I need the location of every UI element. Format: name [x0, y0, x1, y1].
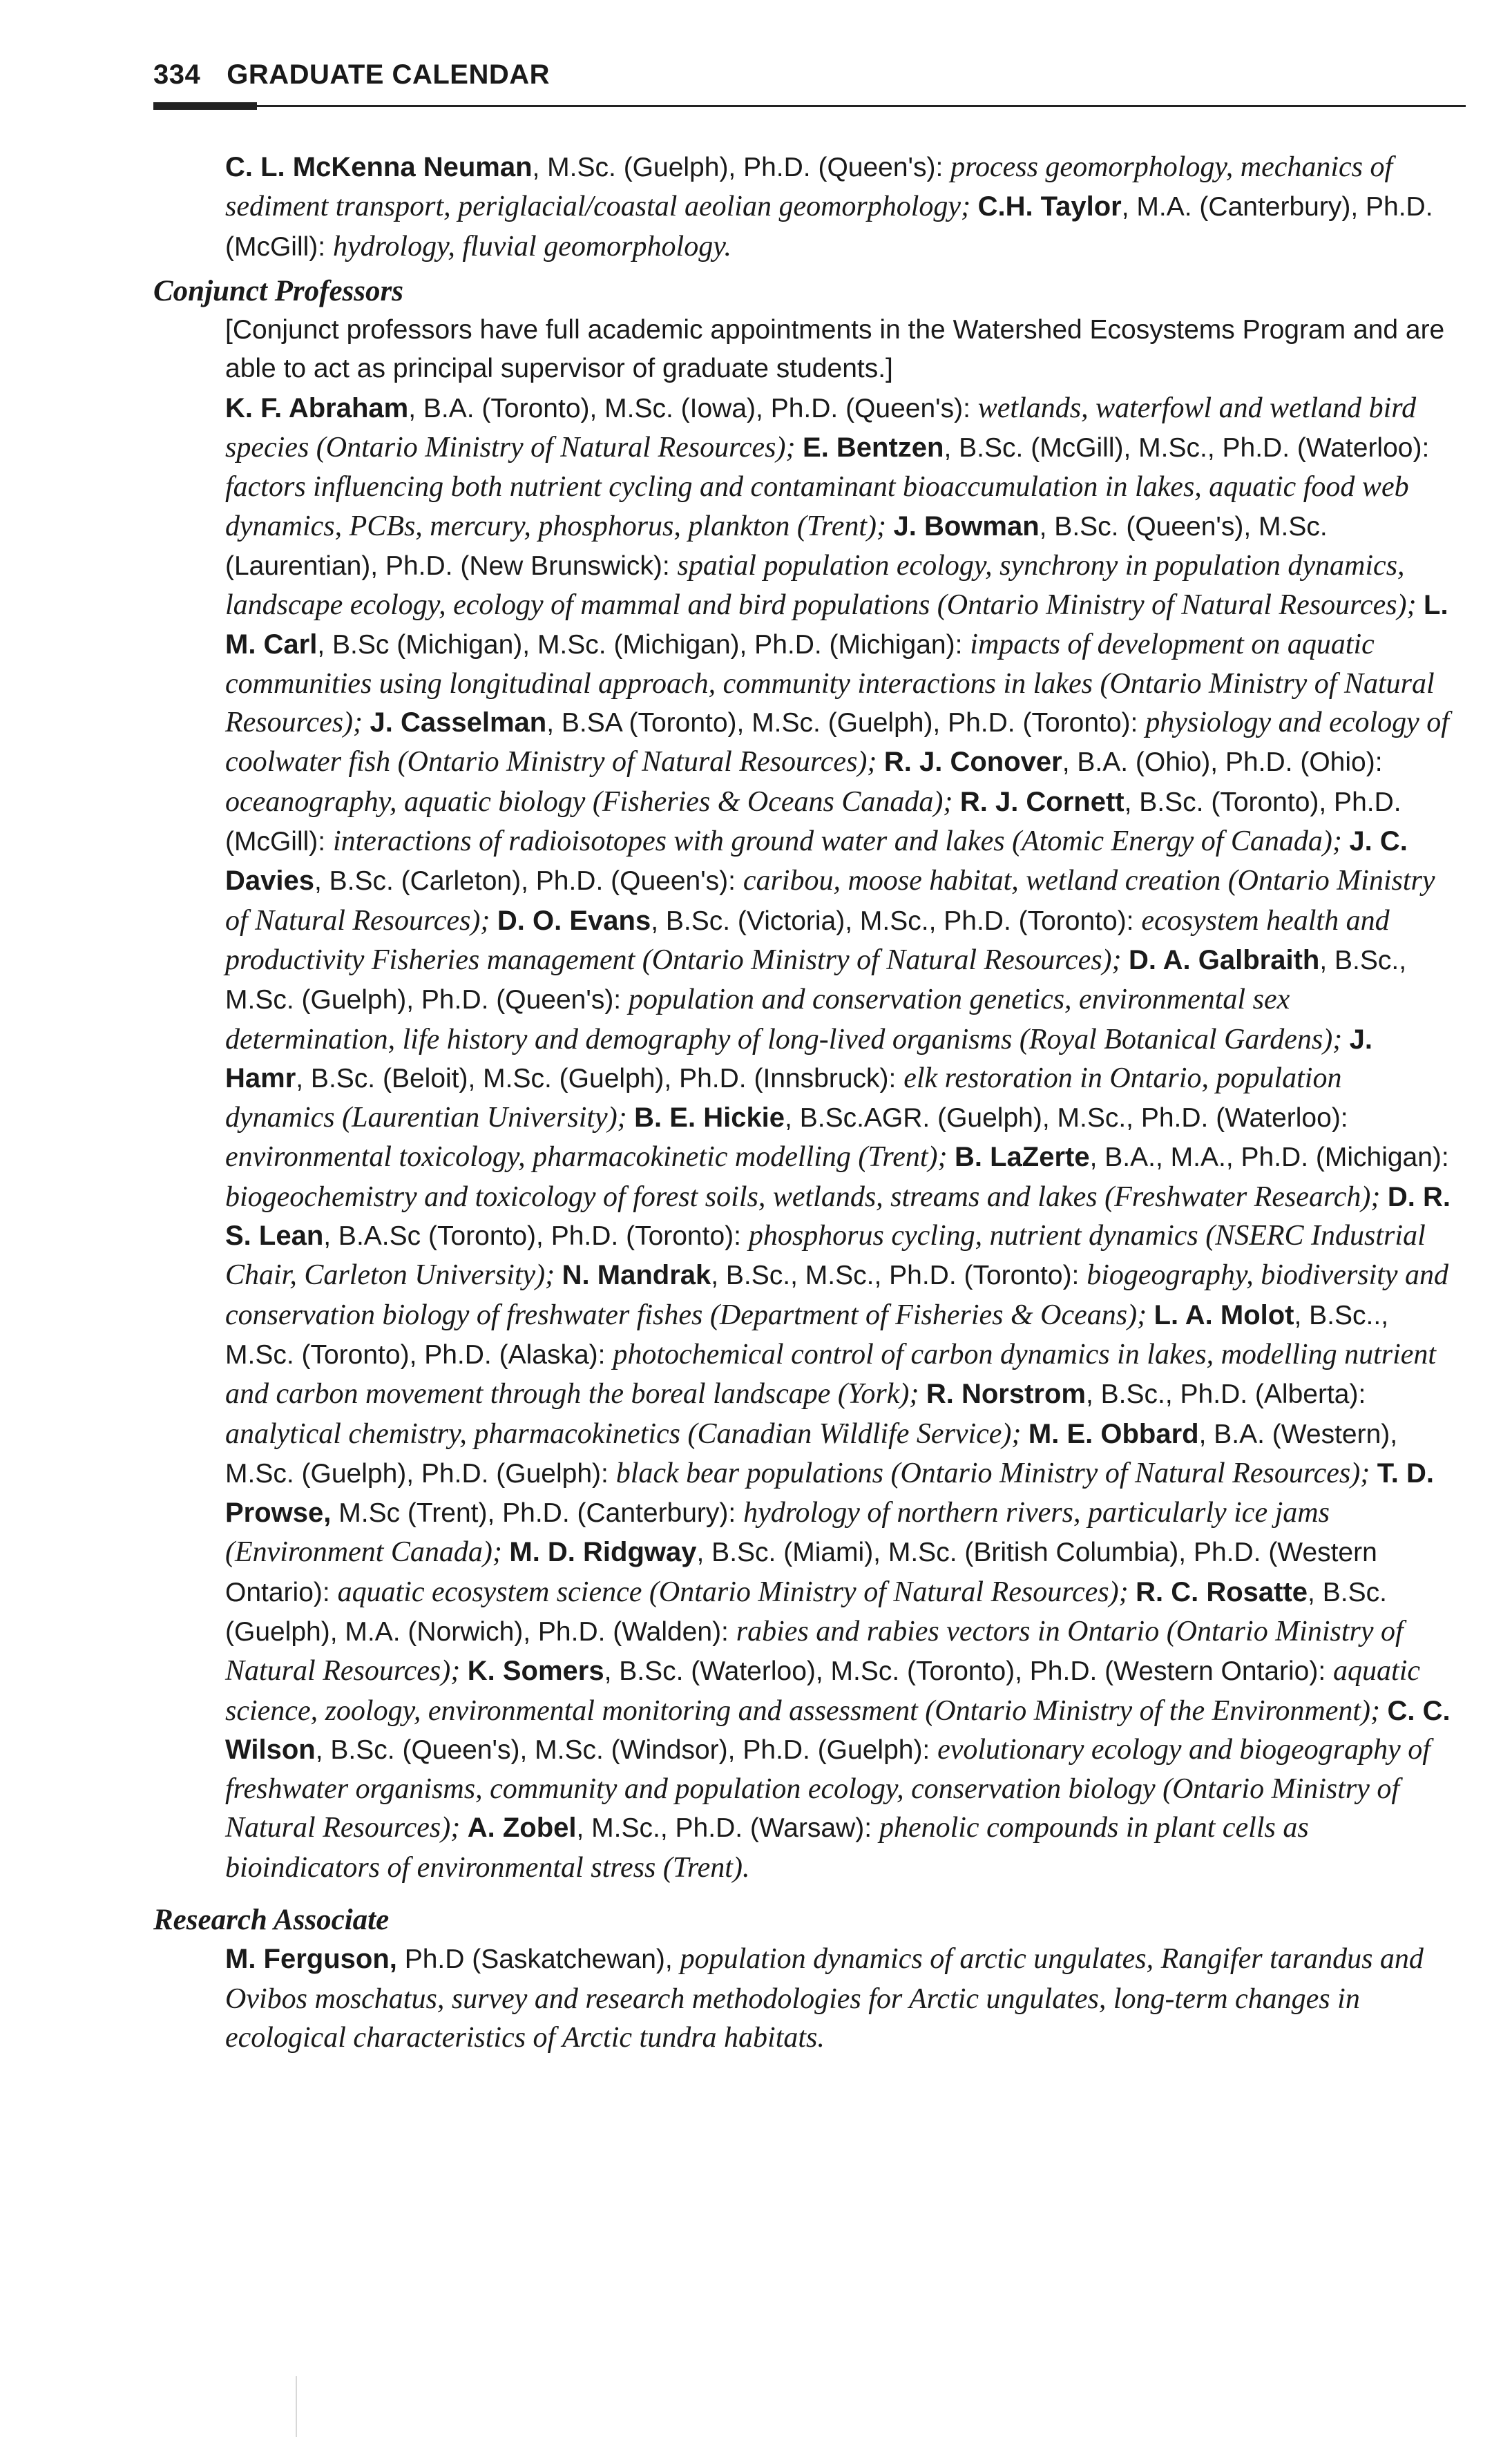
faculty-credentials: , M.A. (Canterbury), Ph.D. (McGill):	[225, 192, 1433, 262]
faculty-credentials: , B.Sc., Ph.D. (Alberta):	[1086, 1379, 1366, 1410]
faculty-interests: environmental toxicology, pharmacokinetic modelling (Trent);	[225, 1141, 955, 1174]
faculty-interests: population dynamics of arctic ungulates, Rangifer tarandus and Ovibos moschatus, survey and research methodologies for Arctic ungulates, long-term changes in ecological characteristics of Arctic tundra habitats.	[225, 1943, 1424, 2054]
faculty-name: J. C. Davies	[225, 826, 1408, 897]
faculty-name: L. A. Molot	[1154, 1299, 1294, 1330]
faculty-interests: spatial population ecology, synchrony in population dynamics, landscape ecology, ecology of mammal and bird populations (Ontario Ministry of Natural Resources);	[225, 549, 1424, 622]
faculty-credentials: , B.Sc. (Guelph), M.A. (Norwich), Ph.D. (Walden):	[225, 1577, 1387, 1647]
faculty-name: D. R. S. Lean	[225, 1181, 1451, 1252]
faculty-name: K. Somers	[467, 1656, 604, 1687]
faculty-credentials: , B.Sc.AGR. (Guelph), M.Sc., Ph.D. (Waterloo):	[785, 1103, 1348, 1134]
faculty-name: T. D. Prowse,	[225, 1458, 1434, 1529]
faculty-interests: hydrology, fluvial geomorphology.	[332, 230, 732, 262]
faculty-name: C.H. Taylor	[977, 191, 1122, 222]
faculty-name: M. E. Obbard	[1028, 1418, 1199, 1449]
faculty-interests: oceanography, aquatic biology (Fisheries & Oceans Canada);	[225, 785, 960, 818]
faculty-credentials: , B.A. (Toronto), M.Sc. (Iowa), Ph.D. (Queen's):	[408, 393, 978, 423]
faculty-credentials: , B.Sc. (Queen's), M.Sc. (Windsor), Ph.D. (Guelph):	[315, 1734, 938, 1765]
faculty-interests: biogeochemistry and toxicology of forest soils, wetlands, streams and lakes (Freshwater Research);	[225, 1181, 1388, 1213]
faculty-interests: elk restoration in Ontario, population dynamics (Laurentian University);	[225, 1062, 1342, 1134]
section-heading-research-associate: Research Associate	[153, 1904, 390, 1937]
faculty-name: N. Mandrak	[562, 1260, 711, 1291]
faculty-credentials: , B.SA (Toronto), M.Sc. (Guelph), Ph.D. (Toronto):	[546, 708, 1146, 738]
faculty-name: C. L. McKenna Neuman	[225, 152, 533, 182]
faculty-credentials: , B.A.Sc (Toronto), Ph.D. (Toronto):	[323, 1221, 749, 1252]
faculty-interests: wetlands, waterfowl and wetland bird species (Ontario Ministry of Natural Resources);	[225, 392, 1417, 464]
faculty-name: R. J. Conover	[883, 747, 1062, 778]
faculty-name: J. Bowman	[893, 510, 1040, 542]
faculty-interests: process geomorphology, mechanics of sediment transport, periglacial/coastal aeolian geomorphology;	[225, 151, 1393, 223]
faculty-interests: aquatic ecosystem science (Ontario Ministry of Natural Resources);	[337, 1576, 1136, 1608]
faculty-credentials: , B.Sc.., M.Sc. (Toronto), Ph.D. (Alaska):	[225, 1300, 1389, 1370]
faculty-name: R. C. Rosatte	[1136, 1576, 1308, 1607]
running-title: GRADUATE CALENDAR	[227, 59, 550, 90]
continuation-paragraph	[225, 148, 1452, 267]
faculty-name: B. E. Hickie	[634, 1102, 785, 1134]
faculty-name: M. Ferguson,	[225, 1944, 397, 1975]
faculty-interests: hydrology of northern rivers, particularly ice jams (Environment Canada);	[225, 1497, 1330, 1569]
faculty-credentials: , B.Sc. (Carleton), Ph.D. (Queen's):	[314, 866, 743, 897]
faculty-name: B. LaZerte	[955, 1142, 1090, 1173]
faculty-name: A. Zobel	[467, 1813, 577, 1844]
conjunct-faculty-list	[225, 389, 1452, 1887]
faculty-interests: impacts of development on aquatic communities using longitudinal approach, community interactions in lakes (Ontario Ministry of Natural Resources);	[225, 628, 1435, 739]
faculty-credentials: M.Sc (Trent), Ph.D. (Canterbury):	[331, 1498, 744, 1529]
page-number: 334	[153, 59, 201, 90]
faculty-credentials: , B.A. (Ohio), Ph.D. (Ohio):	[1062, 747, 1383, 778]
conjunct-section	[225, 311, 1452, 1887]
page-content	[153, 148, 1452, 2057]
faculty-credentials: , B.Sc., M.Sc. (Guelph), Ph.D. (Queen's):	[225, 945, 1407, 1015]
faculty-interests: black bear populations (Ontario Ministry of Natural Resources);	[615, 1457, 1377, 1489]
faculty-credentials: Ph.D (Saskatchewan),	[396, 1944, 680, 1975]
faculty-interests: ecosystem health and productivity Fisheries management (Ontario Ministry of Natural Resources);	[225, 904, 1390, 976]
header-rule	[153, 105, 1466, 107]
faculty-credentials: , B.A. (Western), M.Sc. (Guelph), Ph.D. (Guelph):	[225, 1419, 1398, 1489]
faculty-name: R. Norstrom	[926, 1379, 1086, 1410]
faculty-interests: analytical chemistry, pharmacokinetics (Canadian Wildlife Service);	[225, 1417, 1028, 1450]
faculty-credentials: , B.Sc. (Beloit), M.Sc. (Guelph), Ph.D. (Innsbruck):	[296, 1063, 904, 1093]
faculty-name: J. Hamr	[225, 1024, 1373, 1093]
conjunct-note: [Conjunct professors have full academic appointments in the Watershed Ecosystems Program and are able to act as principal supervisor of graduate students.]	[225, 315, 1445, 384]
faculty-interests: rabies and rabies vectors in Ontario (Ontario Ministry of Natural Resources);	[225, 1615, 1404, 1688]
faculty-name: M. D. Ridgway	[509, 1537, 697, 1568]
faculty-interests: biogeography, biodiversity and conservation biology of freshwater fishes (Department of Fisheries & Oceans);	[225, 1259, 1449, 1331]
section-heading-conjunct: Conjunct Professors	[153, 274, 403, 307]
scan-artifact-line	[296, 2376, 297, 2437]
faculty-credentials: , B.A., M.A., Ph.D. (Michigan):	[1089, 1143, 1449, 1173]
faculty-interests: interactions of radioisotopes with ground water and lakes (Atomic Energy of Canada);	[332, 825, 1350, 858]
faculty-name: J. Casselman	[370, 707, 547, 738]
faculty-name: R. J. Cornett	[959, 786, 1125, 817]
faculty-interests: phenolic compounds in plant cells as bioindicators of environmental stress (Trent).	[225, 1812, 1309, 1884]
faculty-credentials: , B.Sc. (Toronto), Ph.D. (McGill):	[225, 787, 1401, 857]
faculty-list-continued	[225, 148, 1452, 267]
faculty-interests: physiology and ecology of coolwater fish (Ontario Ministry of Natural Resources);	[225, 707, 1449, 778]
faculty-name: L. M. Carl	[225, 590, 1448, 660]
faculty-interests: factors influencing both nutrient cycling and contaminant bioaccumulation in lakes, aquatic food web dynamics, PCBs, mercury, phosphorus, plankton (Trent);	[225, 471, 1409, 542]
faculty-credentials: , M.Sc. (Guelph), Ph.D. (Queen's):	[532, 153, 951, 182]
faculty-interests: evolutionary ecology and biogeography of freshwater organisms, community and population ecology, conservation biology (Ontario Ministry of Natural Resources);	[225, 1733, 1430, 1844]
faculty-credentials: , B.Sc. (Waterloo), M.Sc. (Toronto), Ph.D. (Western Ontario):	[604, 1656, 1334, 1687]
faculty-entry	[225, 1943, 1424, 2054]
faculty-credentials: , B.Sc. (Miami), M.Sc. (British Columbia), Ph.D. (Western Ontario):	[225, 1538, 1377, 1607]
faculty-credentials: , B.Sc. (Victoria), M.Sc., Ph.D. (Toronto):	[651, 906, 1142, 936]
page-header	[153, 54, 1466, 95]
research-associate-list	[225, 1940, 1452, 2057]
faculty-name: D. O. Evans	[497, 905, 651, 936]
faculty-interests: caribou, moose habitat, wetland creation (Ontario Ministry of Natural Resources);	[225, 865, 1435, 937]
faculty-credentials: , B.Sc., M.Sc., Ph.D. (Toronto):	[711, 1261, 1087, 1291]
faculty-name: E. Bentzen	[803, 432, 944, 463]
faculty-credentials: , B.Sc. (Queen's), M.Sc. (Laurentian), Ph.D. (New Brunswick):	[225, 511, 1328, 581]
faculty-credentials: , M.Sc., Ph.D. (Warsaw):	[576, 1813, 879, 1844]
faculty-interests: population and conservation genetics, environmental sex determination, life history and demography of long-lived organisms (Royal Botanical Gardens);	[225, 984, 1350, 1055]
faculty-name: K. F. Abraham	[225, 392, 409, 423]
research-associate-section	[225, 1940, 1452, 2057]
faculty-name: D. A. Galbraith	[1129, 944, 1320, 975]
faculty-name: C. C. Wilson	[225, 1695, 1451, 1765]
faculty-interests: photochemical control of carbon dynamics in lakes, modelling nutrient and carbon movement through the boreal landscape (York);	[225, 1338, 1437, 1411]
faculty-credentials: , B.Sc (Michigan), M.Sc. (Michigan), Ph.D. (Michigan):	[317, 629, 970, 660]
faculty-interests: phosphorus cycling, nutrient dynamics (NSERC Industrial Chair, Carleton University);	[225, 1220, 1426, 1292]
faculty-interests: aquatic science, zoology, environmental monitoring and assessment (Ontario Ministry of the Environment);	[225, 1655, 1421, 1727]
faculty-credentials: , B.Sc. (McGill), M.Sc., Ph.D. (Waterloo):	[944, 433, 1430, 463]
